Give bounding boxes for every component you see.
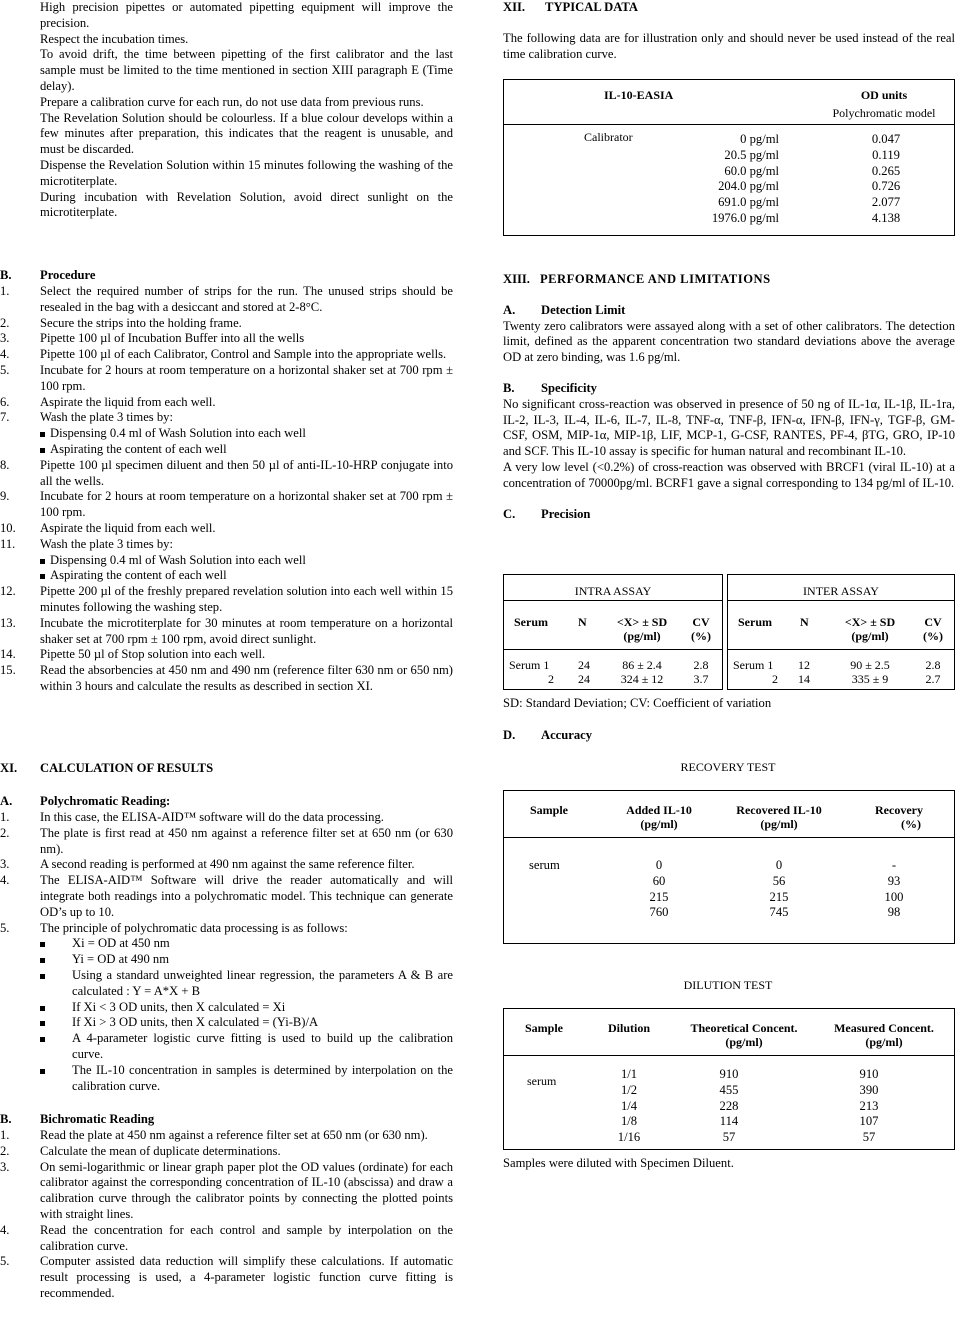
section-heading: XIII. PERFORMANCE AND LIMITATIONS xyxy=(503,272,771,286)
col-cv-unit: (%) xyxy=(923,629,943,643)
dil-theoretical-col: 910 455 228 114 57 xyxy=(719,1067,739,1145)
specificity-heading: B. Specificity xyxy=(503,380,597,395)
procedure-substep: Aspirating the content of each well xyxy=(40,442,453,458)
calc-bullet: If Xi > 3 OD units, then X calculated = (Yi-B)/A xyxy=(40,1015,453,1031)
dilution-note: Samples were diluted with Specimen Diluent. xyxy=(503,1156,734,1170)
calc-step: 5. The principle of polychromatic data processing is as follows: xyxy=(0,920,348,935)
precaution-text: High precision pipettes or automated pipetting equipment will improve the precision. xyxy=(40,0,453,30)
col-mean-sd-unit: (pg/ml) xyxy=(623,629,661,643)
typical-conc: 204.0 pg/ml xyxy=(718,179,779,194)
typical-od: 0.265 xyxy=(871,163,901,178)
calc-bullet: A 4-parameter logistic curve fitting is used to build up the calibration curve. xyxy=(40,1031,453,1063)
col-n: N xyxy=(578,615,587,629)
typical-conc: 691.0 pg/ml xyxy=(718,195,779,210)
table-cell: 3.7 xyxy=(693,672,709,686)
rec-added-col: 0 60 215 760 xyxy=(649,858,669,920)
precaution-text: Dispense the Revelation Solution within 15 minutes following the washing of the microtiterplate. xyxy=(40,157,453,188)
typical-conc-col xyxy=(674,132,779,227)
rec-col-recovered: Recovered IL-10 xyxy=(736,803,822,817)
typical-conc: 60.0 pg/ml xyxy=(724,163,779,178)
typical-od: 4.138 xyxy=(871,210,901,225)
rec-pct-col: - 93 100 98 xyxy=(884,858,904,920)
col-mean-sd-unit: (pg/ml) xyxy=(851,629,889,643)
typical-data-section xyxy=(503,0,955,62)
procedure-step: 12. Pipette 200 µl of the freshly prepared revelation solution into each well within 15 minutes following the washing step. xyxy=(0,584,453,614)
procedure-step: 9. Incubate for 2 hours at room temperature on a horizontal shaker set at 700 rpm ± 100 rpm. xyxy=(0,489,453,520)
dil-col-dilution: Dilution xyxy=(607,1021,650,1035)
procedure-step: 8. Pipette 100 µl specimen diluent and then 50 µl of anti-IL-10-HRP conjugate into all the wells. xyxy=(0,457,453,488)
calc-bullet: The IL-10 concentration in samples is determined by interpolation on the calibration curve. xyxy=(40,1063,453,1095)
table-cell: 324 ± 12 xyxy=(620,672,664,686)
procedure-step: 15. Read the absorbencies at 450 nm and 490 nm (reference filter 630 nm or 650 nm) within 3 hours and calculate the results as described in section XI. xyxy=(0,663,453,693)
calc-bullet: Xi = OD at 450 nm xyxy=(40,936,453,952)
dil-col-sample: Sample xyxy=(524,1021,563,1035)
typical-intro: The following data are for illustration only and should never be used instead of the real time calibration curve. xyxy=(503,30,955,61)
typical-data-table xyxy=(503,79,955,236)
procedure-substep: Aspirating the content of each well xyxy=(40,568,453,584)
table-cell: 2 xyxy=(772,672,778,686)
polychromatic-steps xyxy=(0,810,453,1094)
table-cell: 2.7 xyxy=(925,672,941,686)
procedure-step: 10. Aspirate the liquid from each well. xyxy=(0,520,216,535)
procedure-steps xyxy=(0,284,453,695)
procedure-step: 6. Aspirate the liquid from each well. xyxy=(0,394,216,409)
procedure-step: 4. Pipette 100 µl of each Calibrator, Control and Sample into the appropriate wells. xyxy=(0,347,447,362)
procedure-step: 1. Select the required number of strips for the run. The unused strips should be resealed in the bag with a desiccant and stored at 2-8°C. xyxy=(0,284,453,314)
col-n: N xyxy=(800,615,809,629)
procedure-step: 2. Secure the strips into the holding frame. xyxy=(0,315,242,330)
table-cell: Serum 1 xyxy=(733,658,774,672)
procedure-step: 5. Incubate for 2 hours at room temperature on a horizontal shaker set at 700 rpm ± 100 rpm. xyxy=(0,362,453,393)
typical-od: 0.047 xyxy=(871,132,901,146)
calc-bullet: Using a standard unweighted linear regression, the parameters A & B are calculated : Y = A*X + B xyxy=(40,968,453,1000)
calc-step: 3. On semi-logarithmic or linear graph paper plot the OD values (ordinate) for each calibrator against the corresponding concentration of IL-10 (abscissa) and draw a calibration curve through the calibrator points by connecting the plotted points with straight lines. xyxy=(0,1159,453,1221)
performance-section xyxy=(503,272,955,522)
typical-conc: 0 pg/ml xyxy=(740,132,779,146)
precaution-text: During incubation with Revelation Solution, avoid direct sunlight on the microtiterplate. xyxy=(40,189,453,220)
dil-col-theoretical-unit: (pg/ml) xyxy=(725,1035,763,1049)
rec-col-recovery: Recovery xyxy=(875,803,923,817)
intra-assay-title: INTRA ASSAY xyxy=(574,584,652,598)
detection-limit-text: Twenty zero calibrators were assayed along with a set of other calibrators. The detection limit, defined as the apparent concentration two standard deviations above the average OD at zero binding, was 1.6 pg/ml. xyxy=(503,318,955,365)
rec-col-sample: Sample xyxy=(529,803,568,817)
calc-step: 4. The ELISA-AID™ Software will drive the reader automatically and will integrate both readings into a polychromatic model. This technique can generate OD’s up to 10. xyxy=(0,873,453,919)
intra-assay-table xyxy=(503,574,723,690)
inter-assay-title: INTER ASSAY xyxy=(803,584,879,598)
procedure-step: 7. Wash the plate 3 times by: Dispensing 0.4 ml of Wash Solution into each well Aspirating the content of each well xyxy=(40,410,453,457)
table-cell: 90 ± 2.5 xyxy=(850,658,890,672)
table-cell: 2 xyxy=(548,672,554,686)
col-serum: Serum xyxy=(514,615,548,629)
procedure-step: 14. Pipette 50 µl of Stop solution into each well. xyxy=(0,647,266,662)
precaution-text: Respect the incubation times. xyxy=(40,31,189,46)
typical-od: 2.077 xyxy=(871,195,901,210)
section-heading: XII. TYPICAL DATA xyxy=(503,0,638,14)
table-cell: 2.8 xyxy=(925,658,941,672)
polychromatic-heading: A. Polychromatic Reading: xyxy=(0,794,171,808)
precaution-text: Prepare a calibration curve for each run, do not use data from previous runs. xyxy=(40,94,424,109)
typical-od: 0.119 xyxy=(872,147,900,162)
calc-step: 2. The plate is first read at 450 nm against a reference filter set at 650 nm (or 630 nm). xyxy=(0,825,453,856)
dil-sample: serum xyxy=(527,1074,557,1088)
calc-step: 1. In this case, the ELISA-AID™ software will do the data processing. xyxy=(0,810,384,824)
col-cv: CV xyxy=(924,615,942,629)
typical-conc: 1976.0 pg/ml xyxy=(711,210,779,225)
rec-col-recovered-unit: (pg/ml) xyxy=(760,817,798,831)
rec-recovered-col: 0 56 215 745 xyxy=(769,858,789,920)
col-mean-sd: <X> ± SD xyxy=(616,615,668,629)
calc-step: 3. A second reading is performed at 490 nm against the same reference filter. xyxy=(0,857,415,872)
specificity-text-2: A very low level (<0.2%) of cross-reaction was observed with BRCF1 (viral IL-10) at a concentration of 70000pg/ml. BCRF1 gave a signal corresponding to 134 pg/ml of IL-10. xyxy=(503,459,955,490)
bichromatic-steps xyxy=(0,1128,453,1302)
table-cell: 2.8 xyxy=(693,658,709,672)
procedure-heading: B. Procedure xyxy=(0,268,96,282)
rec-col-added-unit: (pg/ml) xyxy=(640,817,678,831)
typical-col-assay: IL-10-EASIA xyxy=(604,88,674,102)
dil-col-measured-unit: (pg/ml) xyxy=(865,1035,903,1049)
procedure-step: 3. Pipette 100 µl of Incubation Buffer into all the wells xyxy=(0,331,305,346)
table-cell: 86 ± 2.4 xyxy=(622,658,662,672)
calc-step: 5. Computer assisted data reduction will simplify these calculations. If automatic result processing is used, a 4-parameter logistic function curve fitting is recommended. xyxy=(0,1254,453,1300)
typical-od: 0.726 xyxy=(871,179,901,194)
procedure-substep: Dispensing 0.4 ml of Wash Solution into each well xyxy=(40,426,453,442)
typical-od-col xyxy=(856,132,916,227)
rec-sample: serum xyxy=(529,858,560,872)
calc-step: 4. Read the concentration for each control and sample by interpolation on the calibration curve. xyxy=(0,1222,453,1253)
col-serum: Serum xyxy=(738,615,772,629)
precaution-text: The Revelation Solution should be colourless. If a blue colour develops within a few minutes after preparation, this indicates that the reagent is unusable, and must be discarded. xyxy=(40,110,453,157)
recovery-table xyxy=(503,790,955,944)
precaution-text: To avoid drift, the time between pipetting of the first calibrator and the last sample must be limited to the time mentioned in section XIII paragraph E (Time delay). xyxy=(40,47,453,93)
col-cv-unit: (%) xyxy=(691,629,711,643)
precautions-block xyxy=(40,0,453,221)
dil-measured-col: 910 390 213 107 57 xyxy=(859,1067,879,1145)
dilution-test-title: DILUTION TEST xyxy=(683,978,773,992)
col-cv: CV xyxy=(692,615,710,629)
table-cell: 335 ± 9 xyxy=(851,672,889,686)
dil-dilution-col: 1/1 1/2 1/4 1/8 1/16 xyxy=(617,1067,641,1145)
calc-step: 2. Calculate the mean of duplicate determinations. xyxy=(0,1143,281,1158)
calc-bullet: If Xi < 3 OD units, then X calculated = Xi xyxy=(40,1000,453,1016)
inter-assay-table xyxy=(727,574,955,690)
table-cell: Serum 1 xyxy=(509,658,550,672)
table-cell: 24 xyxy=(578,658,590,672)
accuracy-heading: D. Accuracy xyxy=(503,728,593,742)
dilution-table xyxy=(503,1008,955,1150)
procedure-step: 13. Incubate the microtiterplate for 30 minutes at room temperature on a horizontal shaker set at 700 rpm ± 100 rpm, avoid direct sunlight. xyxy=(0,615,453,646)
procedure-section xyxy=(0,268,453,284)
calculation-heading: XI. CALCULATION OF RESULTS xyxy=(0,761,214,775)
dil-col-theoretical: Theoretical Concent. xyxy=(690,1021,798,1035)
procedure-substep: Dispensing 0.4 ml of Wash Solution into each well xyxy=(40,553,453,569)
typical-col-od-sub: Polychromatic model xyxy=(832,106,936,120)
typical-col-od: OD units xyxy=(860,88,908,102)
dil-col-measured: Measured Concent. xyxy=(834,1021,934,1035)
specificity-text: No significant cross-reaction was observed in presence of 50 ng of IL-1α, IL-1β, IL-1ra, IL-2, IL-3, IL-4, IL-6, IL-7, IL-8, TNF-α, TNF-β, IFN-α, IFN-β, IFN-γ, TGF-β, GM-CSF, OSM, MIP-1α, MIP-1β, LIF, MCP-1, G-CSF, RANTES, PF-4, βTG, GRO, IP-10 and SCF. This IL-10 assay is specific for human natural and recombinant IL-10. xyxy=(503,396,955,459)
procedure-step: 11. Wash the plate 3 times by: Dispensing 0.4 ml of Wash Solution into each well Aspirating the content of each well xyxy=(40,537,453,584)
recovery-test-title: RECOVERY TEST xyxy=(680,760,776,774)
precision-heading: C. Precision xyxy=(503,506,591,521)
rec-col-recovery-unit: (%) xyxy=(901,817,921,831)
precision-note: SD: Standard Deviation; CV: Coefficient of variation xyxy=(503,696,772,710)
rec-col-added: Added IL-10 xyxy=(626,803,692,817)
table-cell: 24 xyxy=(578,672,590,686)
detection-limit-heading: A. Detection Limit xyxy=(503,302,626,317)
calc-step: 1. Read the plate at 450 nm against a reference filter set at 650 nm (or 630 nm). xyxy=(0,1128,428,1142)
typical-conc: 20.5 pg/ml xyxy=(724,147,779,162)
bichromatic-heading: B. Bichromatic Reading xyxy=(0,1112,155,1126)
col-mean-sd: <X> ± SD xyxy=(844,615,896,629)
typical-row-label: Calibrator xyxy=(584,130,633,144)
table-cell: 12 xyxy=(798,658,810,672)
table-cell: 14 xyxy=(798,672,810,686)
calc-bullet: Yi = OD at 490 nm xyxy=(40,952,453,968)
